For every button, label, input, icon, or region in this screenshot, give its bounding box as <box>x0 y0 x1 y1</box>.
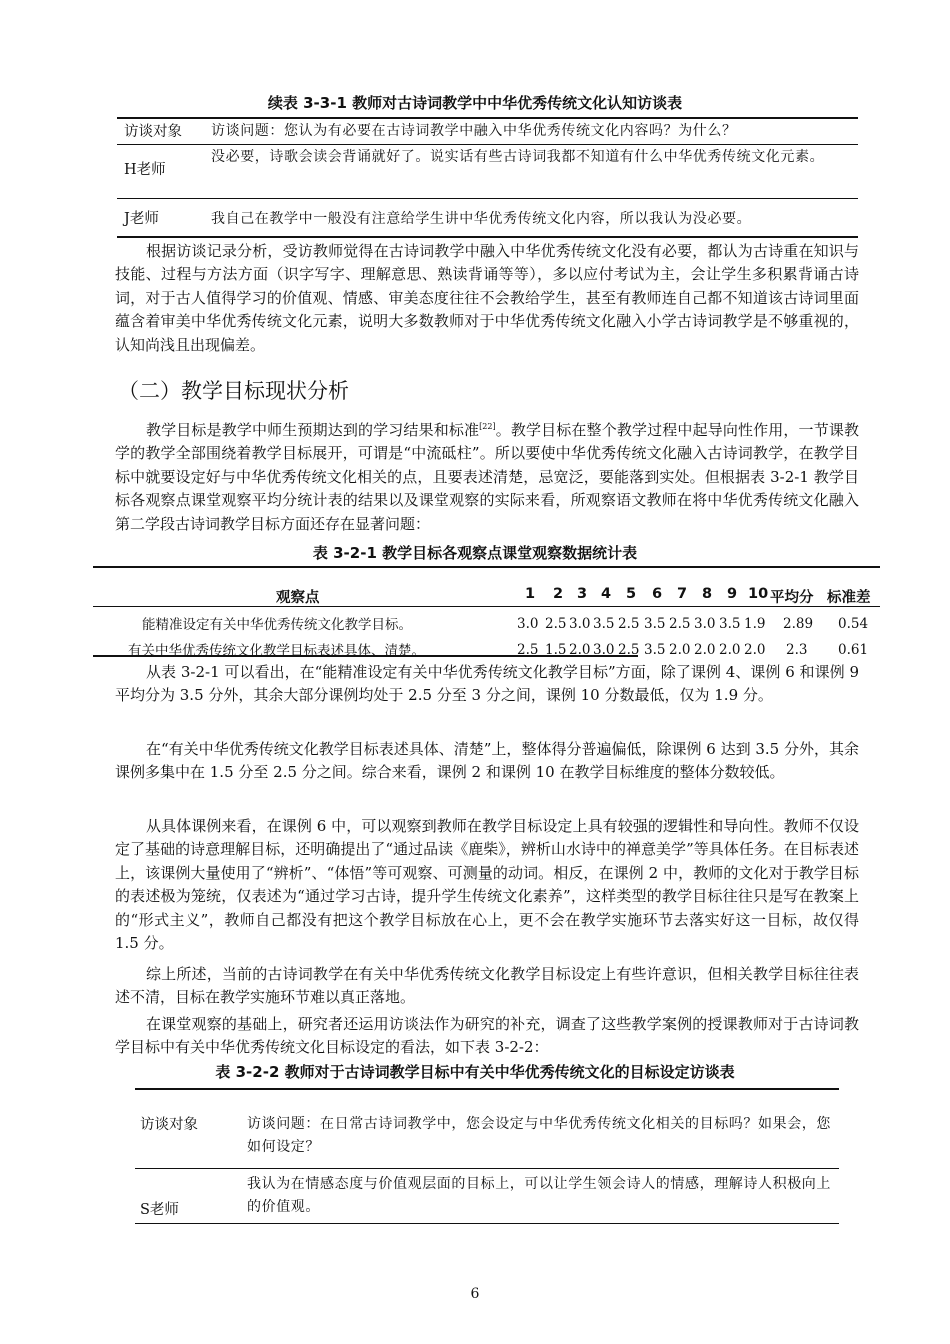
table-321-score-cell: 2.5 <box>545 616 567 632</box>
table-321-row2-avg: 2.3 <box>786 642 808 658</box>
paragraph-table-analysis-1: 从表 3-2-1 可以看出，在“能精准设定有关中华优秀传统文化教学目标”方面，除了课例 4、课例 6 和课例 9 平均分为 3.5 分外，其余大部分课例均处于 2.5 分至 3 分之间，课例 10 分数最低，仅为 1.9 分。 <box>115 663 859 705</box>
table-321-row1-avg: 2.89 <box>783 616 814 632</box>
table-321-header-rule <box>93 606 880 607</box>
table-321-head-number: 9 <box>727 586 738 602</box>
table-322-answer-s: 我认为在情感态度与价值观层面的目标上，可以让学生领会诗人的情感，理解诗人积极向上的价值观。 <box>247 1176 831 1215</box>
citation-marker[interactable]: [22] <box>479 422 496 431</box>
table-321-bottom-rule <box>93 655 638 657</box>
paragraph-teaching-goals-text-a: 教学目标是教学中师生预期达到的学习结果和标准 <box>146 421 480 439</box>
table-321-score-cell: 2.0 <box>719 642 741 658</box>
table-321-head-std: 标准差 <box>827 590 871 606</box>
table-321-score-cell: 3.5 <box>593 616 615 632</box>
page-number: 6 <box>470 1286 480 1302</box>
table-321-score-cell: 3.5 <box>719 616 741 632</box>
paragraph-case-study: 从具体课例来看，在课例 6 中，可以观察到教师在教学目标设定上具有较强的逻辑性和导向性。教师不仅设定了基础的诗意理解目标，还明确提出了“通过品读《鹿柴》，辨析山水诗中的禅意美学”等具体任务。在目标表述上，该课例大量使用了“辨析”、“体悟”等可观察、可测量的动词。相反，在课例 2 中，教师的文化对于教学目标的表述极为笼统，仅表述为“通过学习古诗，提升学生传统文化素养”，这样类型的教学目标往往只是写在教案上的“形式主义”，教师自己都没有把这个教学目标放在心上，更不会在教学实施环节去落实好这一目标，故仅得 1.5 分。 <box>115 817 859 953</box>
table-321-top-rule <box>93 566 880 568</box>
paragraph-teaching-goals-text-b: 。教学目标在整个教学过程中起导向性作用，一节课教学的教学全部围绕着教学目标展开，可谓是“中流砥柱”。所以要使中华优秀传统文化融入古诗词教学，在教学目标中就要设定好与中华优秀传统文化相关的点，且要表述清楚，忌宽泛，要能落到实处。但根据表 3-2-1 教学目标各观察点课堂观察平均分统计表的结果以及课堂观察的实际来看，所观察语文教师在将中华优秀传统文化融入第二学段古诗词教学目标方面还存在显著问题： <box>115 421 859 533</box>
table-321-score-cell: 3.0 <box>694 616 716 632</box>
table-321-head-avg: 平均分 <box>770 590 814 606</box>
table-321-score-cell: 3.0 <box>517 616 539 632</box>
table-331-top-rule <box>117 117 858 119</box>
table-321-row2-std: 0.61 <box>838 642 869 658</box>
table-322-top-rule <box>135 1088 839 1090</box>
table-321-caption: 表 3-2-1 教学目标各观察点课堂观察数据统计表 <box>312 544 638 562</box>
table-321-score-cell: 1.9 <box>744 616 766 632</box>
table-331-caption: 续表 3-3-1 教师对古诗词教学中中华优秀传统文化认知访谈表 <box>267 94 683 112</box>
table-322-header-subject: 访谈对象 <box>140 1117 198 1133</box>
table-321-score-cell: 3.0 <box>593 642 615 658</box>
paragraph-summary: 综上所述，当前的古诗词教学在有关中华优秀传统文化教学目标设定上有些许意识，但相关教学目标往往表述不清，目标在教学实施环节难以真正落地。 <box>115 965 859 1007</box>
table-321-head-point: 观察点 <box>276 590 320 606</box>
table-321-head-number: 10 <box>748 586 769 602</box>
table-331-answer-h: 没必要，诗歌会读会背诵就好了。说实话有些古诗词我都不知道有什么中华优秀传统文化元素。 <box>211 149 825 165</box>
table-321-head-number: 1 <box>525 586 536 602</box>
table-321-score-cell: 3.5 <box>644 616 666 632</box>
table-331-bottom-rule <box>117 236 858 238</box>
table-322-bottom-rule <box>135 1223 839 1224</box>
table-331-header-rule <box>117 144 858 145</box>
table-321-score-cell: 2.0 <box>669 642 691 658</box>
table-321-score-cell: 3.0 <box>569 616 591 632</box>
table-331-row-rule <box>117 198 858 199</box>
table-321-head-number: 8 <box>702 586 713 602</box>
table-321-score-cell: 2.0 <box>569 642 591 658</box>
table-321-head-number: 7 <box>677 586 688 602</box>
paragraph-teaching-goals <box>115 415 859 536</box>
table-321-head-number: 3 <box>577 586 588 602</box>
table-321-score-cell: 2.5 <box>669 616 691 632</box>
table-322-subject-s: S老师 <box>140 1202 179 1218</box>
table-331-subject-j: J老师 <box>124 211 159 227</box>
table-331-answer-j: 我自己在教学中一般没有注意给学生讲中华优秀传统文化内容，所以我认为没必要。 <box>211 211 752 227</box>
table-322-header-rule <box>135 1168 839 1169</box>
table-322-caption: 表 3-2-2 教师对于古诗词教学目标中有关中华优秀传统文化的目标设定访谈表 <box>215 1063 735 1081</box>
table-321-score-cell: 2.5 <box>618 642 640 658</box>
table-321-score-cell: 2.0 <box>694 642 716 658</box>
table-331-header-subject: 访谈对象 <box>124 124 182 140</box>
table-321-row2-point: 有关中华优秀传统文化教学目标表述具体、清楚。 <box>128 643 425 659</box>
paragraph-table-analysis-2: 在“有关中华优秀传统文化教学目标表述具体、清楚”上，整体得分普遍偏低，除课例 6 达到 3.5 分外，其余课例多集中在 1.5 分至 2.5 分之间。综合来看，课例 2 和课例 10 在教学目标维度的整体分数较低。 <box>115 740 859 782</box>
paragraph-interview-intro: 在课堂观察的基础上，研究者还运用访谈法作为研究的补充，调查了这些教学案例的授课教师对于古诗词教学目标中有关中华优秀传统文化目标设定的看法，如下表 3-2-2： <box>115 1015 859 1057</box>
table-331-header-question: 访谈问题：您认为有必要在古诗词教学中融入中华优秀传统文化内容吗？为什么？ <box>211 123 737 139</box>
table-321-head-number: 6 <box>652 586 663 602</box>
table-322-header-question: 访谈问题：在日常古诗词教学中，您会设定与中华优秀传统文化相关的目标吗？如果会，您如何设定？ <box>247 1116 831 1155</box>
table-321-head-number: 4 <box>601 586 612 602</box>
table-331-subject-h: H老师 <box>124 162 166 178</box>
table-321-head-number: 5 <box>626 586 637 602</box>
table-321-score-cell: 2.5 <box>618 616 640 632</box>
table-321-score-cell: 2.0 <box>744 642 766 658</box>
paragraph-analysis: 根据访谈记录分析，受访教师觉得在古诗词教学中融入中华优秀传统文化没有必要，都认为古诗重在知识与技能、过程与方法方面（识字写字、理解意思、熟读背诵等等），多以应付考试为主，会让学生多积累背诵古诗词，对于古人值得学习的价值观、情感、审美态度往往不会教给学生，甚至有教师连自己都不知道该古诗词里面蕴含着审美中华优秀传统文化元素，说明大多数教师对于中华优秀传统文化融入小学古诗词教学是不够重视的，认知尚浅且出现偏差。 <box>115 242 859 354</box>
table-321-row1-point: 能精准设定有关中华优秀传统文化教学目标。 <box>142 617 412 633</box>
table-321-score-cell: 3.5 <box>644 642 666 658</box>
table-321-score-cell: 2.5 <box>517 642 539 658</box>
section-heading: （二）教学目标现状分析 <box>118 379 349 403</box>
table-321-score-cell: 1.5 <box>545 642 567 658</box>
table-321-row1-std: 0.54 <box>838 616 869 632</box>
table-321-head-number: 2 <box>553 586 564 602</box>
